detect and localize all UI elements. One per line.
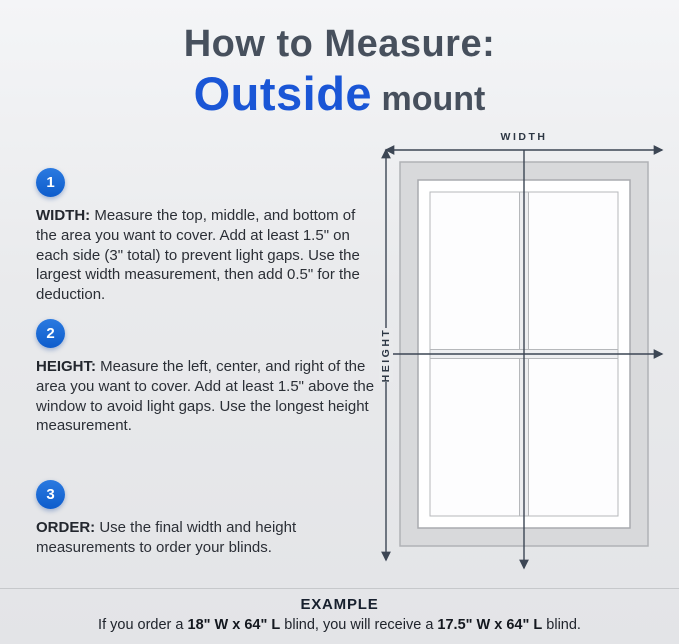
step-1-body: Measure the top, middle, and bottom of the area you want to cover. Add at least 1.5" on each side (3" total) to prevent light gaps. Use the largest width measurement, then add 0.5" for the deduction. [36,207,360,304]
height-dimension-label: HEIGHT [379,327,392,383]
step-1-badge [36,168,65,197]
example-heading: EXAMPLE [300,596,379,613]
step-3-badge [36,480,65,509]
step-1-label: WIDTH: [36,207,91,224]
example-section [0,588,679,644]
steps-list [36,168,378,572]
title-line2 [0,68,679,120]
step-3-text [36,518,378,558]
example-size-received: 17.5" W x 64" L [437,617,543,633]
step-2-number: 2 [46,324,55,342]
step-3 [36,480,378,558]
step-2-body: Measure the left, center, and right of the area you want to cover. Add at least 1.5" above the window to avoid light gaps. Use the longest height measurement. [36,357,375,435]
title-suffix: mount [372,79,486,118]
step-1-number: 1 [46,174,55,191]
example-suffix: blind. [542,617,581,633]
width-dimension-label: WIDTH [500,131,548,143]
window-diagram [372,128,672,588]
page-title [0,24,679,119]
title-line1: How to Measure: [183,23,496,65]
step-2 [36,319,378,436]
step-1-text [36,206,378,305]
example-size-ordered: 18" W x 64" L [187,617,281,633]
step-2-text [36,357,378,436]
step-2-badge [36,319,65,348]
example-middle: blind, you will receive a [280,617,438,633]
example-text [0,617,679,633]
step-2-label: HEIGHT: [36,357,96,375]
step-3-body: Use the final width and height measurements to order your blinds. [36,519,297,556]
step-1 [36,168,378,305]
title-highlight: Outside [193,66,373,120]
step-3-number: 3 [46,486,55,504]
example-prefix: If you order a [98,617,188,633]
step-3-label: ORDER: [36,519,96,537]
